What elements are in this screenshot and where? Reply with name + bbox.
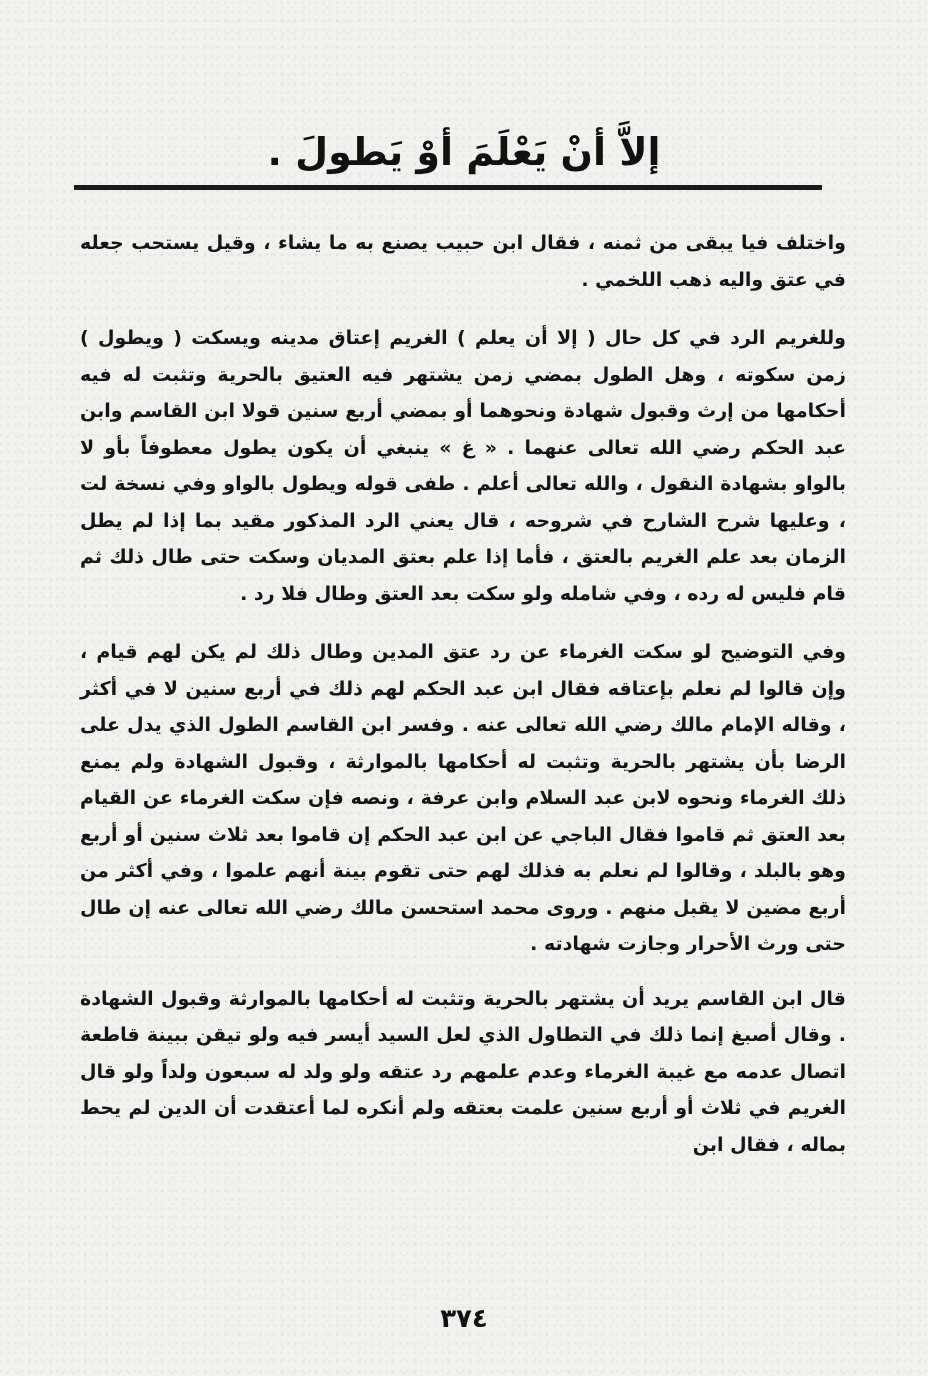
- header-divider: [74, 185, 822, 190]
- paragraph: وللغريم الرد في كل حال ( إلا أن يعلم ) الغريم إعتاق مدينه ويسكت ( ويطول ) زمن سكوته ، وهل الطول بمضي زمن يشتهر فيه العتيق بالحرية وتثبت له فيه أحكامها من إرث وقبول شهادة ونحوهما أو بمضي أربع سنين قولا ابن القاسم وابن عبد الحكم رضي الله تعالى عنهما . « غ » ينبغي أن يكون يطول معطوفاً بأو لا بالواو بشهادة النقول ، والله تعالى أعلم . طفى قوله ويطول بالواو وفي نسخة لت ، وعليها شرح الشارح في شروحه ، قال يعني الرد المذكور مقيد بما إذا لم يطل الزمان بعد علم الغريم بالعتق ، فأما إذا علم بعتق المديان وسكت حتى طال ذلك ثم قام فليس له رده ، وفي شامله ولو سكت بعد العتق وطال فلا رد .: [80, 327, 846, 605]
- paragraph: واختلف فيا يبقى من ثمنه ، فقال ابن حبيب يصنع به ما يشاء ، وقيل يستحب جعله في عتق واليه ذهب اللخمي .: [80, 232, 846, 291]
- paragraph: وفي التوضيح لو سكت الغرماء عن رد عتق المدين وطال ذلك لم يكن لهم قيام ، وإن قالوا لم نعلم بإعتاقه فقال ابن عبد الحكم لهم ذلك في أربع سنين لا في أكثر ، وقاله الإمام مالك رضي الله تعالى عنه . وفسر ابن القاسم الطول الذي يدل على الرضا بأن يشتهر بالحرية وتثبت له أحكامها بالموارثة ، وقبول الشهادة ولم يمنع ذلك الغرماء ونحوه لابن عبد السلام وابن عرفة ، ونصه فإن سكت الغرماء عن القيام بعد العتق ثم قاموا فقال الباجي عن ابن عبد الحكم إن قاموا بعد ثلاث سنين أو أربع وهو بالبلد ، وقالوا لم نعلم به فذلك لهم حتى تقوم بينة أنهم علموا ، وفي أكثر من أربع مضين لا يقبل منهم . وروى محمد استحسن مالك رضي الله تعالى عنه إن طال حتى ورث الأحرار وجازت شهادته .: [80, 641, 846, 955]
- page-number: ٣٧٤: [440, 1304, 488, 1334]
- body-text: [80, 225, 846, 1163]
- page-header: [60, 122, 868, 182]
- paragraph: قال ابن القاسم يريد أن يشتهر بالحرية وتثبت له أحكامها بالموارثة وقبول الشهادة . وقال أصبغ إنما ذلك في التطاول الذي لعل السيد أيسر فيه ولو تيقن ببينة قاطعة اتصال عدمه مع غيبة الغرماء وعدم علمهم رد عتقه ولو ولد له سبعون ولداً ولو قال الغريم في ثلاث أو أربع سنين علمت بعتقه ولم أنكره لما أعتقدت أن الدين لم يحط بماله ، فقال ابن: [80, 987, 846, 1156]
- running-title: إلاَّ أنْ يَعْلَمَ أوْ يَطولَ .: [267, 130, 661, 174]
